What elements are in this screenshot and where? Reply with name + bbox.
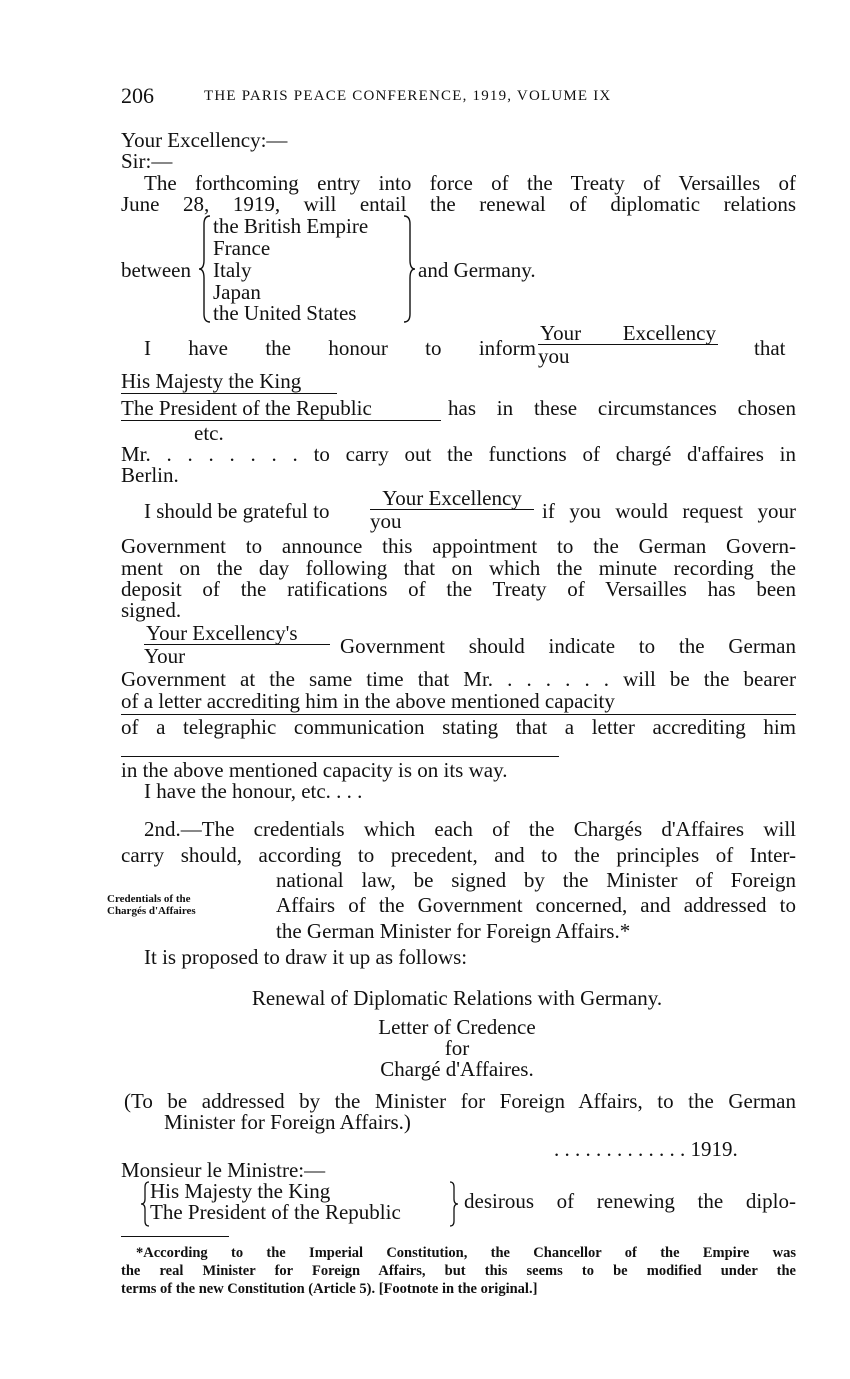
fraction-bottom: you	[538, 344, 570, 368]
paragraph-4-option-2: of a telegraphic communication stating that a letter accrediting him	[121, 715, 796, 739]
section-2-line-4: Affairs of the Government concerned, and addressed to	[276, 893, 796, 917]
section-2-line-5: the German Minister for Foreign Affairs.*	[276, 919, 631, 943]
paragraph-3-line-3: ment on the day following that on which the minute recording the	[121, 556, 796, 580]
option-underline	[121, 420, 441, 421]
paragraph-1-line-2: June 28, 1919, will entail the renewal of diplomatic relations	[121, 192, 796, 216]
paragraph-1-line-1: The forthcoming entry into force of the Treaty of Versailles of	[144, 171, 796, 195]
letter-2-option-1: His Majesty the King	[150, 1179, 331, 1203]
left-brace-icon	[198, 214, 212, 324]
paragraph-2-mr-line: Mr. . . . . . . . to carry out the functions of chargé d'affaires in	[121, 442, 796, 466]
option-his-majesty: His Majesty the King	[121, 369, 302, 393]
letter-2-option-2: The President of the Republic	[150, 1200, 401, 1224]
paragraph-3-line-5: signed.	[121, 598, 182, 622]
paragraph-3-line-2: Government to announce this appointment to the German Govern-	[121, 534, 796, 558]
right-brace-icon	[449, 1181, 459, 1227]
paragraph-3-lead: I should be grateful to	[144, 499, 330, 523]
paragraph-2-lead: I have the honour to inform	[144, 336, 536, 360]
country-5: the United States	[213, 301, 357, 325]
country-4: Japan	[213, 280, 261, 304]
paragraph-3-line-4: deposit of the ratifications of the Treaty of Versailles has been	[121, 577, 796, 601]
letter-2-subtitle-2: for	[444, 1036, 470, 1060]
fraction-your-excellency-2	[370, 487, 534, 532]
and-germany: and Germany.	[418, 258, 536, 282]
right-brace-icon	[402, 214, 416, 324]
running-title: THE PARIS PEACE CONFERENCE, 1919, VOLUME IX	[204, 88, 612, 104]
paragraph-3-rest: if you would request your	[542, 499, 796, 523]
proposal-line: It is proposed to draw it up as follows:	[144, 945, 468, 969]
footnote-line-1: *According to the Imperial Constitution, the Chancellor of the Empire was	[136, 1245, 796, 1261]
section-2-line-2: carry should, according to precedent, and to the principles of Inter-	[121, 843, 796, 867]
paragraph-4-line-2: Government at the same time that Mr. . . . . . . will be the bearer	[121, 667, 796, 691]
country-2: France	[213, 236, 271, 260]
address-note-line-1: (To be addressed by the Minister for Foreign Affairs, to the German	[124, 1089, 796, 1113]
footnote-rule	[121, 1236, 229, 1237]
date-line: . . . . . . . . . . . . . 1919.	[554, 1137, 738, 1161]
paragraph-4-option-1: of a letter accrediting him in the above mentioned capacity	[121, 689, 615, 713]
section-2-line-3: national law, be signed by the Minister of Foreign	[276, 868, 796, 892]
footnote-line-3: terms of the new Constitution (Article 5). [Footnote in the original.]	[121, 1281, 538, 1297]
sidenote-line-1: Credentials of the	[107, 893, 191, 905]
letter-2-subtitle-1: Letter of Credence	[378, 1015, 536, 1039]
page-number: 206	[121, 83, 154, 108]
fraction-your-excellencys	[144, 622, 330, 667]
letter-2-title: Renewal of Diplomatic Relations with Germany.	[251, 986, 663, 1010]
fraction-bottom: Your	[144, 644, 186, 668]
fraction-top: Your Excellency	[540, 321, 716, 345]
berlin-line: Berlin.	[121, 463, 179, 487]
salutation-excellency: Your Excellency:—	[121, 128, 288, 152]
option-divider	[121, 393, 337, 394]
between-label: between	[121, 258, 191, 282]
footnote-line-2: the real Minister for Foreign Affairs, but this seems to be modified under the	[121, 1263, 796, 1279]
option-president: The President of the Republic	[121, 396, 372, 420]
left-brace-icon	[140, 1181, 150, 1227]
fraction-your-excellency-1	[538, 322, 718, 367]
sidenote-line-2: Chargés d'Affaires	[107, 905, 196, 917]
fraction-top: Your Excellency's	[144, 622, 330, 645]
country-1: the British Empire	[213, 214, 369, 238]
letter-2-salutation: Monsieur le Ministre:—	[121, 1158, 326, 1182]
salutation-sir: Sir:—	[121, 149, 173, 173]
closing-line: I have the honour, etc. . . .	[144, 779, 363, 803]
paragraph-4-rest: Government should indicate to the German	[340, 634, 796, 658]
that-word: that	[754, 336, 786, 360]
fraction-top: Your Excellency	[370, 487, 534, 510]
country-3: Italy	[213, 258, 252, 282]
fraction-bottom: you	[370, 509, 402, 533]
address-note-line-2: Minister for Foreign Affairs.)	[164, 1110, 411, 1134]
letter-2-rest: desirous of renewing the diplo-	[464, 1189, 796, 1213]
paragraph-2-rest: has in these circumstances chosen	[448, 396, 796, 420]
section-2-line-1: 2nd.—The credentials which each of the Chargés d'Affaires will	[144, 817, 796, 841]
option-divider	[121, 756, 559, 757]
etc-label: etc.	[194, 421, 224, 445]
letter-2-subtitle-3: Chargé d'Affaires.	[380, 1057, 534, 1081]
paragraph-4-option-2-cont: in the above mentioned capacity is on its way.	[121, 758, 508, 782]
